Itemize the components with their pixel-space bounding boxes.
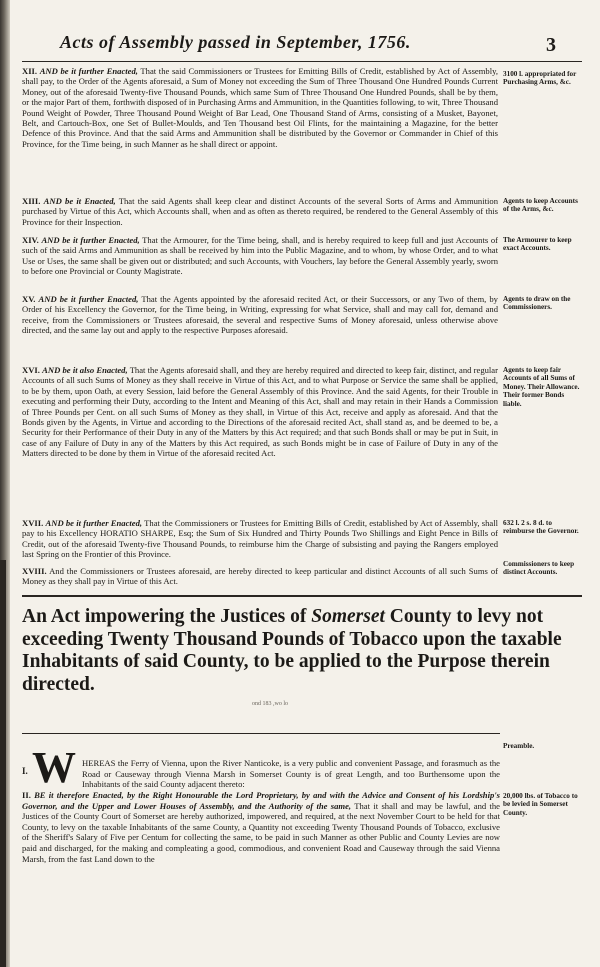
margin-note-xviii: Commissioners to keep distinct Accounts.	[503, 560, 575, 577]
act-title-part-b: County to levy not exceeding Twenty Thousand Pounds of Tobacco upon the taxable Inhabitants of said County, to be applied to the Purpose therein directed.	[22, 606, 562, 695]
running-head: Acts of Assembly passed in September, 1756.	[60, 32, 411, 52]
section-body: That the Commissioners or Trustees for Emitting Bills of Credit, established by Act of Assembly, shall pay to his Excellency HORATIO SHARPE, Esq; the Sum of Six Hundred and Thirty Pounds Two Shillings and Eight Pence in Bills of Credit, out of the aforesaid Twenty-five Thousand Pounds, to reimburse him the Charge of subsisting and paying the Rangers employed last Spring on the Frontier of this Province.	[22, 518, 498, 560]
section-number: II.	[22, 790, 31, 800]
bleed-through-text: ond 183 ,wo lo	[252, 701, 288, 707]
enacting-clause: AND be it further Enacted,	[41, 235, 140, 245]
section-body: That the Agents appointed by the aforesaid recited Act, or their Successors, or any Two of them, by Order of his Excellency the Governor, for the Time being, in Writing, expressing for what Service, shall and may call for, demand and receive, from the Commissioners or Trustees aforesaid, the several and respective Sums of Money aforesaid, unless otherwise above directed, and the same lay out and apply to the respective Purposes aforesaid.	[22, 294, 498, 336]
binding-shadow-lower	[0, 560, 6, 967]
section-xv	[22, 294, 498, 358]
margin-note-xvi: Agents to keep fair Accounts of all Sums of Money. Their Allowance. Their former Bonds liable.	[503, 366, 580, 408]
margin-note-section-ii: 20,000 lbs. of Tobacco to be levied in Somerset County.	[503, 792, 578, 817]
section-xiii	[22, 196, 498, 228]
act-title	[22, 606, 582, 696]
section-xvii	[22, 518, 498, 561]
section-number: XII.	[22, 66, 38, 76]
section-ii	[22, 790, 500, 864]
enacting-clause: AND be it also Enacted,	[42, 365, 128, 375]
section-body: That the said Agents shall keep clear and distinct Accounts of the several Sorts of Arms and Ammunition purchased by Virtue of this Act, which Accounts shall, when and as often as thereto required, be rendered to the General Assembly of this Province for their Inspection.	[22, 196, 498, 227]
section-number: XVI.	[22, 365, 40, 375]
section-xvi	[22, 365, 498, 511]
enacting-clause: AND be it further Enacted,	[38, 294, 139, 304]
margin-note-xiii: Agents to keep Accounts of the Arms, &c.	[503, 197, 578, 214]
section-body: That the said Commissioners or Trustees for Emitting Bills of Credit, established by Act of Assembly, shall pay, to the Order of the Agents aforesaid, a Sum of Money not exceeding the Sum of Three Thousand One Hundred Pounds Current Money, out of the aforesaid Twenty-five Thousand Pounds, which same Sum of Three Thousand One Hundred Pounds, shall be by them, or the major Part of them, forthwith disposed of in Purchasing Arms and Ammunition, in the Quantities following, to wit, Three Thousand Pound Weight of Powder, Three Thousand Pound Weight of Bar Lead, One Thousand Stand of Arms, consisting of a Musket, Bayonet, Belt, and Cartouch-Box, one Set of Bullet-Moulds, and Ten Thousand best Oil Flints, for the maintaining a Magazine, for the better Defence of this Province. And that the said Arms and Ammunition shall be distributed by the Governor or Commander in Chief of this Province, for the Time being, in such Manner as he shall direct or appoint.	[22, 66, 498, 149]
enacting-clause: AND be it further Enacted,	[39, 66, 138, 76]
section-number: XVII.	[22, 518, 44, 528]
preamble-number: I.	[22, 766, 28, 776]
section-number: XIII.	[22, 196, 41, 206]
margin-note-xiv: The Armourer to keep exact Accounts.	[503, 236, 572, 253]
drop-cap: W	[32, 743, 76, 792]
page-number: 3	[546, 34, 556, 56]
margin-note-xvii: 632 l. 2 s. 8 d. to reimburse the Governor.	[503, 519, 579, 536]
section-number: XVIII.	[22, 566, 47, 576]
section-xii	[22, 66, 498, 190]
section-body: That it shall and may be lawful, and the Justices of the County Court of Somerset are hereby authorized, impowered, and required, at the next November Court to be held for that County, to levy on the taxable Inhabitants of the same County, a Quantity not exceeding Twenty Thousand Pounds of Tobacco, exclusive of the Sheriff's Salary of Five per Centum for collecting the same, to be paid in such Manner as other Public and County Levies are now paid and discharged, for the making and compleating a good, commodious, and convenient Road and Causeway through the said Vienna Marsh, from the fast Land down to the	[22, 800, 500, 864]
header-rule	[22, 61, 582, 62]
section-body: And the Commissioners or Trustees aforesaid, are hereby directed to keep particular and distinct Accounts of all such Sums of Money as they shall pay in Virtue of this Act.	[22, 566, 498, 587]
section-number: XIV.	[22, 235, 39, 245]
act-title-county: Somerset	[311, 606, 385, 627]
margin-note-xii: 3100 l. appropriated for Purchasing Arms, &c.	[503, 70, 577, 87]
margin-note-preamble: Preamble.	[503, 742, 535, 750]
section-body: That the Agents aforesaid shall, and they are hereby required and directed to keep fair, distinct, and regular Accounts of all such Sums of Money as they shall receive in Virtue of this Act, and to what Purpose or Service the same shall be applied, to be by them, upon Oath, at every Session, laid before the General Assembly of this Province. And the said Agents, for their Trouble in executing and performing their Duty, according to the Intent and Meaning of this Act, shall and may retain in their Hands a Commission of Three Pounds per Cent. on all such Sums of Money as they shall, in Virtue of this Act, receive and apply as aforesaid. And that the Bonds given by the Agents, in Virtue and according to the Directions of the aforesaid recited Act, shall stand as, and be deemed to be, a Security for their Performance of their Duty in any of the Matters by this Act required; and that such Bonds shall or may be put in Suit, in case of any Failure of Duty in any of the Matters by this Act required, as such Bonds might be in case of Failure of Duty in any of the Matters directed to be done by them in Virtue of the aforesaid recited Act.	[22, 365, 498, 459]
enacting-clause: BE it therefore Enacted, by the Right Honourable the Lord Proprietary, by and with the Advice and Consent of his Lordship's Governor, and the Upper and Lower Houses of Assembly, and the Authority of the same,	[22, 790, 500, 811]
preamble-text: HEREAS the Ferry of Vienna, upon the River Nanticoke, is a very public and convenient Passage, and forasmuch as the Road or Causeway through Vienna Marsh in Somerset County is of great Length, and too Burthensome upon the Inhabitants of the said County adjacent thereto:	[82, 758, 500, 790]
margin-note-xv: Agents to draw on the Commissioners.	[503, 295, 571, 312]
enacting-clause: AND be it further Enacted,	[45, 518, 143, 528]
enacting-clause: AND be it Enacted,	[43, 196, 116, 206]
section-number: XV.	[22, 294, 36, 304]
section-body: That the Armourer, for the Time being, shall, and is hereby required to keep full and just Accounts of such of the said Arms and Ammunition as shall be received by him into the Public Magazine, and to whom, by whose Order, and to what Use or Uses, the same shall be given out or distributed; and such Accounts, with Vouchers, lay before the General Assembly yearly, sworn to before one Provincial or County Magistrate.	[22, 235, 498, 277]
act-title-part-a: An Act impowering the Justices of	[22, 606, 312, 627]
section-xviii	[22, 566, 498, 588]
section-xiv	[22, 235, 498, 288]
act-divider-rule	[22, 595, 582, 597]
title-rule	[22, 733, 500, 734]
